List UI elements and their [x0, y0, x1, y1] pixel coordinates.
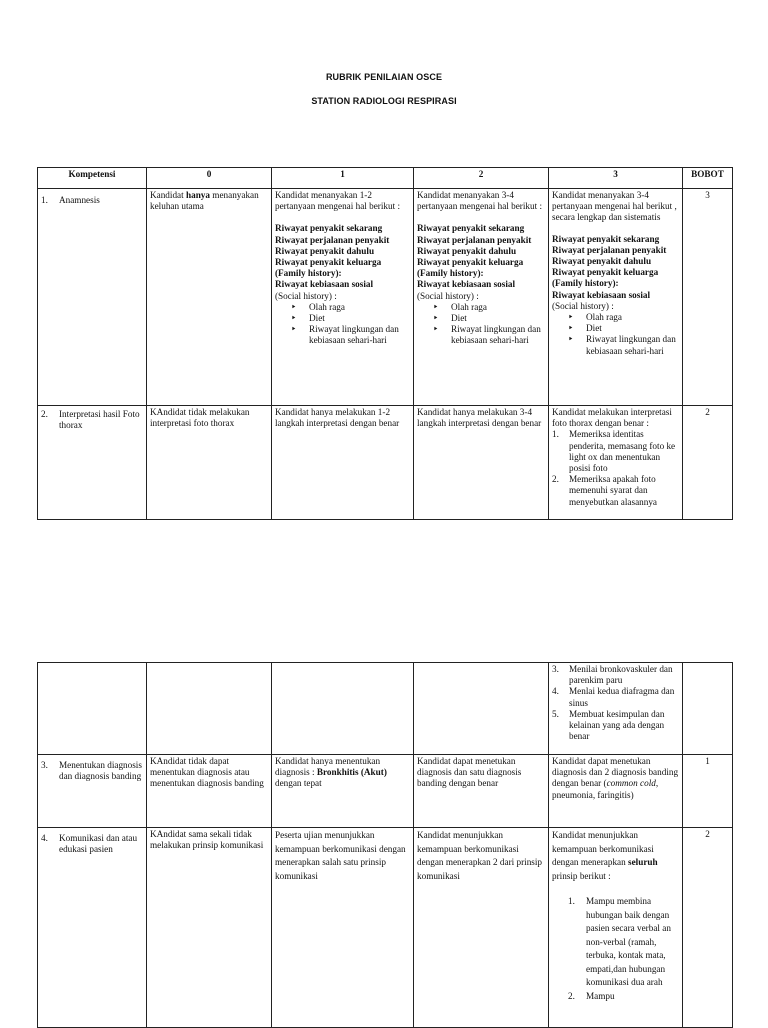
list-item: ‣ Olah raga: [275, 302, 410, 313]
principle-number: 1.: [568, 896, 575, 906]
social-history-label: (Social history) :: [417, 290, 479, 301]
interpretation-steps-continued: [552, 664, 679, 742]
step-number: 2.: [552, 474, 559, 485]
score-0-cell: [147, 663, 272, 755]
kompetensi-label: Interpretasi hasil Foto thorax: [59, 409, 140, 431]
row-number: 3.: [41, 760, 48, 770]
history-item: Riwayat penyakit sekarang: [275, 223, 383, 234]
step-number: 5.: [552, 708, 559, 719]
score-0-emphasis: hanya: [185, 190, 210, 200]
score-2-cell: Kandidat menunjukkan kemampuan berkomunikasi dengan menerapkan 2 dari prinsip komunikasi: [414, 828, 549, 1028]
score-3-cell: [549, 189, 683, 406]
score-0-cell: KAndidat tidak dapat menentukan diagnosis atau menentukan diagnosis banding: [147, 755, 272, 828]
list-item: ‣ Riwayat lingkungan dan kebiasaan sehari-hari: [417, 324, 545, 346]
history-item: Riwayat penyakit dahulu: [552, 256, 652, 267]
score-1-text: Kandidat hanya menentukan diagnosis :: [275, 756, 381, 778]
list-item: ‣ Diet: [275, 313, 410, 324]
document-subtitle: STATION RADIOLOGI RESPIRASI: [311, 96, 457, 106]
history-item: Riwayat kebiasaan sosial: [552, 289, 651, 300]
principle-text: Mampu: [586, 990, 615, 1001]
list-item: ‣ Riwayat lingkungan dan kebiasaan sehari-hari: [552, 334, 679, 356]
history-item: (Family history):: [552, 278, 619, 289]
step-text: Memeriksa apakah foto memenuhi syarat dan menyebutkan alasannya: [569, 474, 658, 507]
score-2-cell: Kandidat hanya melakukan 3-4 langkah interpretasi dengan benar: [414, 406, 549, 520]
list-item: ‣ Riwayat lingkungan dan kebiasaan sehari-hari: [275, 324, 410, 346]
history-item: Riwayat penyakit keluarga: [417, 257, 524, 268]
score-3-intro: Kandidat melakukan interpretasi foto thorax dengan benar :: [552, 407, 672, 429]
step-text: Menilai bronkovaskuler dan parenkim paru: [569, 664, 673, 686]
score-3-italic: common cold: [606, 778, 656, 789]
score-3-text-end: prinsip berikut :: [552, 870, 611, 881]
bobot-cell: 2: [683, 828, 733, 1028]
kompetensi-label: Komunikasi dan atau edukasi pasien: [59, 833, 138, 855]
step-number: 4.: [552, 686, 559, 697]
row-number: 4.: [41, 833, 48, 843]
list-item: [552, 429, 679, 474]
list-item: [552, 664, 679, 686]
kompetensi-cell: [38, 828, 147, 1028]
history-item: Riwayat penyakit keluarga: [552, 267, 659, 278]
history-item: Riwayat perjalanan penyakit: [552, 244, 667, 255]
score-3-text: Kandidat menunjukkan kemampuan berkomunikasi dengan menerapkan: [552, 830, 654, 867]
rubric-table-page-2: [37, 662, 733, 1028]
list-item: [552, 709, 679, 743]
score-3-emphasis: seluruh: [628, 857, 658, 867]
score-1-text-end: dengan tepat: [275, 778, 322, 789]
list-item: [552, 474, 679, 508]
score-3-text-end: , pneumonia, faringitis): [552, 778, 659, 800]
score-3-intro: Kandidat menanyakan 3-4 pertanyaan mengenai hal berikut , secara lengkap dan sistematis: [552, 190, 677, 223]
step-text: Membuat kesimpulan dan kelainan yang ada dengan benar: [569, 708, 665, 742]
header-kompetensi: Kompetensi: [38, 168, 147, 189]
list-item: ‣ Olah raga: [417, 302, 545, 313]
header-bobot: BOBOT: [683, 168, 733, 189]
social-history-label: (Social history) :: [552, 300, 614, 311]
history-item: Riwayat perjalanan penyakit: [417, 234, 532, 245]
step-number: 3.: [552, 664, 559, 674]
bobot-cell: [683, 663, 733, 755]
header-score-0: 0: [147, 168, 272, 189]
diagnosis-emphasis: Bronkhitis (Akut): [316, 767, 387, 778]
kompetensi-cell: [38, 663, 147, 755]
score-2-cell: [414, 663, 549, 755]
table-row-interpretasi: [38, 406, 733, 520]
score-2-intro: Kandidat menanyakan 3-4 pertanyaan mengenai hal berikut :: [417, 190, 543, 212]
document-title: RUBRIK PENILAIAN OSCE: [325, 72, 443, 82]
history-item: Riwayat penyakit sekarang: [417, 223, 525, 234]
social-bullet-list: [275, 302, 410, 347]
principle-text: Mampu membina hubungan baik dengan pasien secara verbal an non-verbal (ramah, terbuka, kontak mata, empati,dan hubungan komunikasi dua arah: [586, 896, 671, 987]
score-3-text: Kandidat dapat menetukan diagnosis dan 2 diagnosis banding dengan benar (: [552, 756, 679, 789]
step-text: Menlai kedua diafragma dan sinus: [569, 686, 675, 708]
score-3-cell: [549, 406, 683, 520]
score-0-cell: KAndidat tidak melakukan interpretasi foto thorax: [147, 406, 272, 520]
list-item: ‣ Olah raga: [552, 312, 679, 323]
kompetensi-cell: [38, 406, 147, 520]
list-item: [552, 895, 679, 990]
history-item: Riwayat kebiasaan sosial: [417, 279, 516, 290]
table-row-anamnesis: [38, 189, 733, 406]
score-3-cell: [549, 755, 683, 828]
header-score-3: 3: [549, 168, 683, 189]
list-item: [552, 686, 679, 708]
interpretation-steps: [552, 429, 679, 507]
score-0-text: Kandidat: [150, 190, 186, 200]
score-1-cell: [272, 189, 414, 406]
step-text: Memeriksa identitas penderita, memasang foto ke light ox dan menentukan posisi foto: [569, 429, 676, 474]
score-1-cell: [272, 755, 414, 828]
kompetensi-cell: [38, 189, 147, 406]
history-item: Riwayat penyakit dahulu: [275, 245, 375, 256]
row-number: 2.: [41, 409, 48, 419]
bobot-cell: 2: [683, 406, 733, 520]
score-0-cell: KAndidat sama sekali tidak melakukan prinsip komunikasi: [147, 828, 272, 1028]
history-item: Riwayat perjalanan penyakit: [275, 234, 390, 245]
score-1-intro: Kandidat menanyakan 1-2 pertanyaan mengenai hal berikut :: [275, 190, 401, 212]
kompetensi-label: Anamnesis: [59, 195, 100, 205]
table-row-komunikasi: [38, 828, 733, 1028]
header-score-1: 1: [272, 168, 414, 189]
step-number: 1.: [552, 429, 559, 440]
header-score-2: 2: [414, 168, 549, 189]
list-item: ‣ Diet: [552, 323, 679, 334]
row-number: 1.: [41, 195, 48, 205]
history-item: Riwayat penyakit dahulu: [417, 245, 517, 256]
bobot-cell: 3: [683, 189, 733, 406]
score-2-cell: Kandidat dapat menetukan diagnosis dan satu diagnosis banding dengan benar: [414, 755, 549, 828]
list-item: ‣ Diet: [417, 313, 545, 324]
history-item: (Family history):: [275, 268, 342, 279]
score-1-cell: Peserta ujian menunjukkan kemampuan berkomunikasi dengan menerapkan salah satu prinsip komunikasi: [272, 828, 414, 1028]
history-item: Riwayat penyakit keluarga: [275, 257, 382, 268]
score-0-cell: [147, 189, 272, 406]
score-0-text-end: menanyakan keluhan utama: [150, 190, 259, 212]
score-1-cell: [272, 663, 414, 755]
header-row: [38, 168, 733, 189]
rubric-table-page-1: [37, 167, 733, 520]
history-item: Riwayat kebiasaan sosial: [275, 279, 374, 290]
social-history-label: (Social history) :: [275, 290, 337, 301]
table-row-continuation: [38, 663, 733, 755]
kompetensi-cell: [38, 755, 147, 828]
score-3-cell: [549, 828, 683, 1028]
social-bullet-list: [552, 312, 679, 357]
social-bullet-list: [417, 302, 545, 347]
history-item: (Family history):: [417, 268, 484, 279]
list-item: [552, 990, 679, 1004]
principle-number: 2.: [568, 990, 575, 1001]
score-1-cell: Kandidat hanya melakukan 1-2 langkah interpretasi dengan benar: [272, 406, 414, 520]
bobot-cell: 1: [683, 755, 733, 828]
kompetensi-label: Menentukan diagnosis dan diagnosis banding: [59, 760, 142, 782]
score-3-cell: [549, 663, 683, 755]
score-2-cell: [414, 189, 549, 406]
table-row-diagnosis: [38, 755, 733, 828]
history-item: Riwayat penyakit sekarang: [552, 233, 660, 244]
